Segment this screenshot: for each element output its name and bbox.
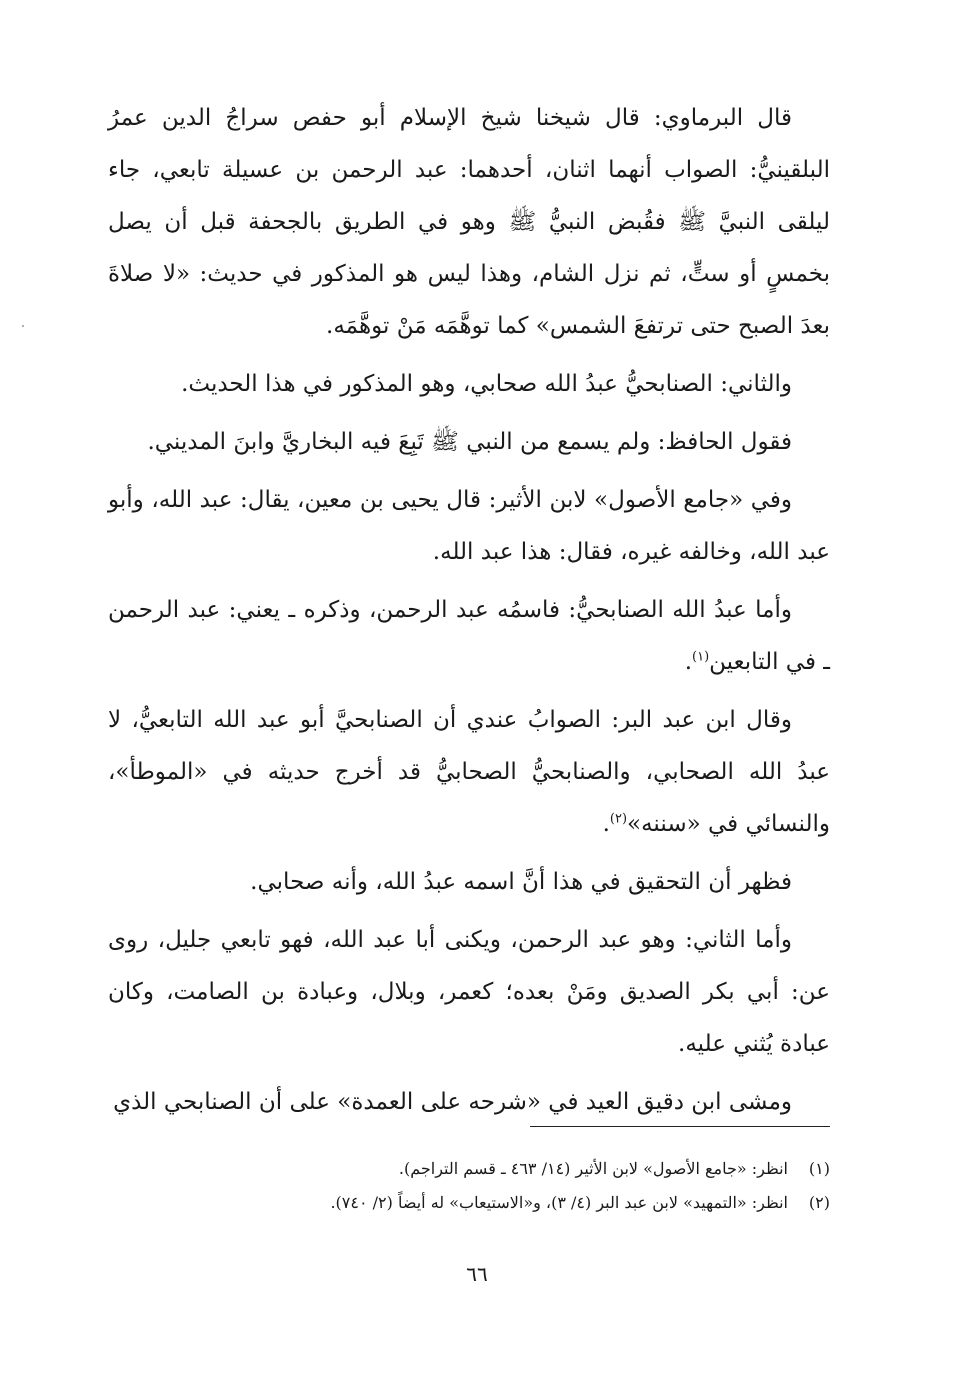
paragraph-5 bbox=[108, 584, 830, 688]
paragraph-6 bbox=[108, 694, 830, 850]
footnote-number: (١) bbox=[808, 1159, 830, 1178]
paragraph-4: وفي «جامع الأصول» لابن الأثير: قال يحيى بن معين، يقال: عبد الله، وأبو عبد الله، وخالفه غيره، فقال: هذا عبد الله. bbox=[108, 487, 830, 565]
footnote-1 bbox=[108, 1152, 830, 1186]
paragraph-5-text: وأما عبدُ الله الصنابحيُّ: فاسمُه عبد الرحمن، وذكره ـ يعني: عبد الرحمن ـ في التابعين bbox=[108, 597, 830, 675]
footnote-ref-2: (٢) bbox=[609, 811, 628, 827]
footnote-ref-1: (١) bbox=[692, 649, 710, 665]
scan-speck bbox=[22, 325, 24, 327]
footnote-divider bbox=[530, 1126, 830, 1127]
paragraph-3: فقول الحافظ: ولم يسمع من النبي ﷺ تَبِعَ فيه البخاريَّ وابنَ المديني. bbox=[147, 429, 792, 455]
footnote-text: انظر: «جامع الأصول» لابن الأثير (١٤/ ٤٦٣ ـ قسم التراجم). bbox=[398, 1159, 788, 1178]
paragraph-6-text: وقال ابن عبد البر: الصوابُ عندي أن الصنابحيَّ أبو عبد الله التابعيُّ، لا عبدُ الله الصحابي، والصنابحيُّ الصحابيُّ قد أخرج حديثه في «الموطأ»، والنسائي في «سننه» bbox=[108, 707, 830, 837]
paragraph-9: ومشى ابن دقيق العيد في «شرحه على العمدة» على أن الصنابحي الذي bbox=[113, 1089, 792, 1115]
paragraph-2: والثاني: الصنابحيُّ عبدُ الله صحابي، وهو المذكور في هذا الحديث. bbox=[181, 371, 792, 397]
footnotes bbox=[108, 1152, 830, 1220]
footnote-text: انظر: «التمهيد» لابن عبد البر (٤/ ٣)، و«الاستيعاب» له أيضاً (٢/ ٧٤٠). bbox=[330, 1193, 788, 1212]
paragraph-1: قال البرماوي: قال شيخنا شيخ الإسلام أبو حفص سراجُ الدين عمرُ البلقينيُّ: الصواب أنهما اثنان، أحدهما: عبد الرحمن بن عسيلة تابعي، جاء ليلقى النبيَّ ﷺ فقُبض النبيُّ ﷺ وهو في الطريق بالجحفة قبل أن يصل بخمسٍ أو ستٍّ، ثم نزل الشام، وهذا ليس هو المذكور في حديث: «لا صلاةَ بعدَ الصبح حتى ترتفعَ الشمس» كما توهَّمَه مَنْ توهَّمَه. bbox=[108, 105, 830, 339]
footnote-number: (٢) bbox=[808, 1193, 830, 1212]
page-number: ٦٦ bbox=[466, 1262, 488, 1286]
main-text bbox=[108, 92, 830, 1128]
paragraph-8: وأما الثاني: وهو عبد الرحمن، ويكنى أبا عبد الله، فهو تابعي جليل، روى عن: أبي بكر الصديق ومَنْ بعده؛ كعمر، وبلال، وعبادة بن الصامت، وكان عبادة يُثني عليه. bbox=[108, 927, 830, 1057]
footnote-2 bbox=[108, 1186, 830, 1220]
paragraph-5-end: . bbox=[684, 649, 693, 675]
paragraph-7: فظهر أن التحقيق في هذا أنَّ اسمه عبدُ الله، وأنه صحابي. bbox=[250, 869, 792, 895]
paragraph-6-end: . bbox=[602, 811, 610, 837]
